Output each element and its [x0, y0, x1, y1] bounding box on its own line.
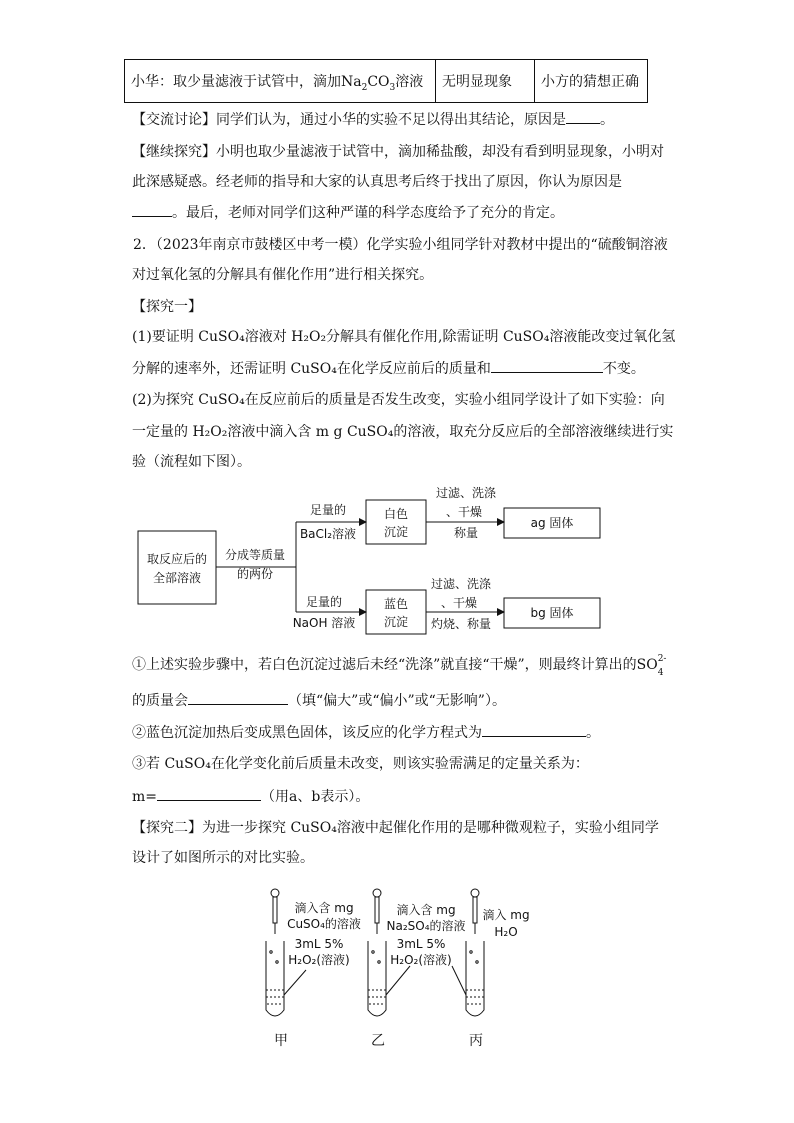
ion-charge: [657, 654, 667, 678]
continue-text: 。最后，老师对同学们这种严谨的科学态度给予了充分的肯定。: [172, 205, 564, 221]
table-cell-conclusion: 小方的猜想正确: [535, 60, 648, 103]
p1-text: 不变。: [602, 361, 645, 377]
answer-blank[interactable]: [188, 690, 288, 705]
discussion-text: 同学们认为，通过小华的实验不足以得出其结论，原因是: [216, 112, 566, 128]
explore-1-title: 【探究一】: [132, 299, 202, 315]
start-box: [138, 531, 216, 604]
answer-blank[interactable]: [482, 722, 586, 737]
tube-a-drop-2: CuSO₄的溶液: [287, 917, 361, 931]
b-solid-label: bg 固体: [530, 606, 574, 620]
tube-a-label: 甲: [274, 1033, 288, 1049]
continue-line-2: 此深感疑惑。经老师的指导和大家的认真思考后终于找出了原因，你认为原因是: [132, 174, 622, 190]
bottom-op-3: 灼烧、称量: [430, 617, 492, 631]
bottom-reagent-1: 足量的: [305, 595, 343, 609]
split-label-1: 分成等质量: [224, 548, 286, 562]
ion-sup: 2-: [657, 654, 667, 664]
a-solid-label: ag 固体: [530, 516, 574, 530]
white-label-1: 白色: [383, 507, 409, 521]
item-1-line-1: [132, 654, 667, 678]
item-1-line-2: [132, 690, 506, 711]
tube-b-drop-1: 滴入含 mg: [396, 903, 456, 917]
explore-2-line-2: 设计了如图所示的对比实验。: [132, 850, 314, 866]
test-tube-text: [274, 901, 530, 1049]
table-cell-phenomenon: 无明显现象: [436, 60, 535, 103]
punct: 。: [600, 112, 614, 128]
section-label: 【探究二】: [132, 820, 202, 836]
tube-a-solution-1: 3mL 5%: [294, 937, 344, 951]
bottom-op-1: 过滤、洗涤: [430, 577, 492, 591]
cell-sub: 2: [361, 82, 368, 93]
item-text: 的质量会: [132, 693, 188, 709]
item-text: 。: [586, 725, 600, 741]
tube-c-drop-1: 滴入 mg: [482, 908, 530, 922]
item-text: ②蓝色沉淀加热后变成黑色固体，该反应的化学方程式为: [132, 725, 482, 741]
item-text: ①上述实验步骤中，若白色沉淀过滤后未经“洗涤”就直接“干燥”，则最终计算出的SO: [132, 657, 658, 673]
tube-b-solution-1: 3mL 5%: [396, 937, 446, 951]
bottom-reagent-2: NaOH 溶液: [292, 616, 356, 630]
cell-text: 溶液: [395, 74, 424, 90]
p1-text: 分解的速率外，还需证明 CuSO₄在化学反应前后的质量和: [132, 361, 491, 377]
tube-a-solution-2: H₂O₂(溶液): [288, 953, 350, 967]
start-label-1: 取反应后的: [146, 552, 208, 566]
item-3-line-1: ③若 CuSO₄在化学变化前后质量未改变，则该实验需满足的定量关系为：: [132, 756, 589, 772]
tube-b-label: 乙: [371, 1033, 385, 1049]
tube-c: [452, 889, 484, 1016]
tube-a-drop-1: 滴入含 mg: [294, 901, 354, 915]
tube-c-drop-2: H₂O: [494, 925, 518, 939]
question-2-line-2: 对过氧化氢的分解具有催化作用”进行相关探究。: [132, 267, 434, 283]
top-op-3: 称量: [453, 526, 479, 540]
top-reagent-2: BaCl₂溶液: [299, 527, 357, 541]
section-label: 【交流讨论】: [132, 112, 216, 128]
section-label: 【继续探究】: [132, 144, 216, 160]
tube-c-label: 丙: [469, 1033, 483, 1049]
item-text: m=: [132, 789, 158, 805]
question-2-line-1: 2．（2023年南京市鼓楼区中考一模）化学实验小组同学针对教材中提出的“硫酸铜溶液: [133, 237, 668, 253]
explore-1-p2-line2: 一定量的 H₂O₂溶液中滴入含 m g CuSO₄的溶液，取充分反应后的全部溶液继续进行实: [132, 424, 674, 440]
white-label-2: 沉淀: [383, 525, 409, 539]
tube-b-drop-2: Na₂SO₄的溶液: [386, 919, 466, 933]
item-2: [132, 722, 600, 743]
item-text: （填“偏大”或“偏小”或“无影响”）。: [288, 693, 506, 709]
top-reagent-1: 足量的: [309, 503, 347, 517]
flowchart-text: [147, 485, 574, 631]
explore-2-line-1: [132, 818, 659, 838]
blue-label-2: 沉淀: [383, 615, 409, 629]
ion-sub: 4: [657, 668, 664, 678]
bottom-op-2: 、干燥: [440, 596, 478, 610]
blue-label-1: 蓝色: [383, 597, 409, 611]
item-3-line-2: [132, 786, 369, 807]
explore-1-p1-line1: (1)要证明 CuSO₄溶液对 H₂O₂分解具有催化作用,除需证明 CuSO₄溶液能改变过氧化氢: [132, 329, 676, 345]
cell-sub: 3: [389, 82, 396, 93]
answer-blank[interactable]: [157, 786, 261, 801]
item-text: （用a、b表示）。: [261, 789, 370, 805]
top-op-2: 、干燥: [445, 505, 483, 519]
top-op-1: 过滤、洗涤: [435, 486, 497, 500]
explore-2-text: 为进一步探究 CuSO₄溶液中起催化作用的是哪种微观粒子，实验小组同学: [202, 820, 659, 836]
explore-1-p2-line3: 验（流程如下图）。: [132, 454, 251, 470]
start-label-2: 全部溶液: [152, 571, 202, 585]
cell-formula: CO: [367, 74, 390, 90]
cell-text: 小华：取少量滤液于试管中，滴加: [131, 74, 341, 90]
tube-b-solution-2: H₂O₂(溶液): [390, 953, 452, 967]
cell-formula: Na: [341, 74, 362, 90]
explore-1-p2-line1: (2)为探究 CuSO₄在反应前后的质量是否发生改变，实验小组同学设计了如下实验：向: [132, 392, 665, 408]
continue-text: 小明也取少量滤液于试管中，滴加稀盐酸，却没有看到明显现象，小明对: [216, 144, 664, 160]
split-label-2: 的两份: [236, 567, 274, 581]
